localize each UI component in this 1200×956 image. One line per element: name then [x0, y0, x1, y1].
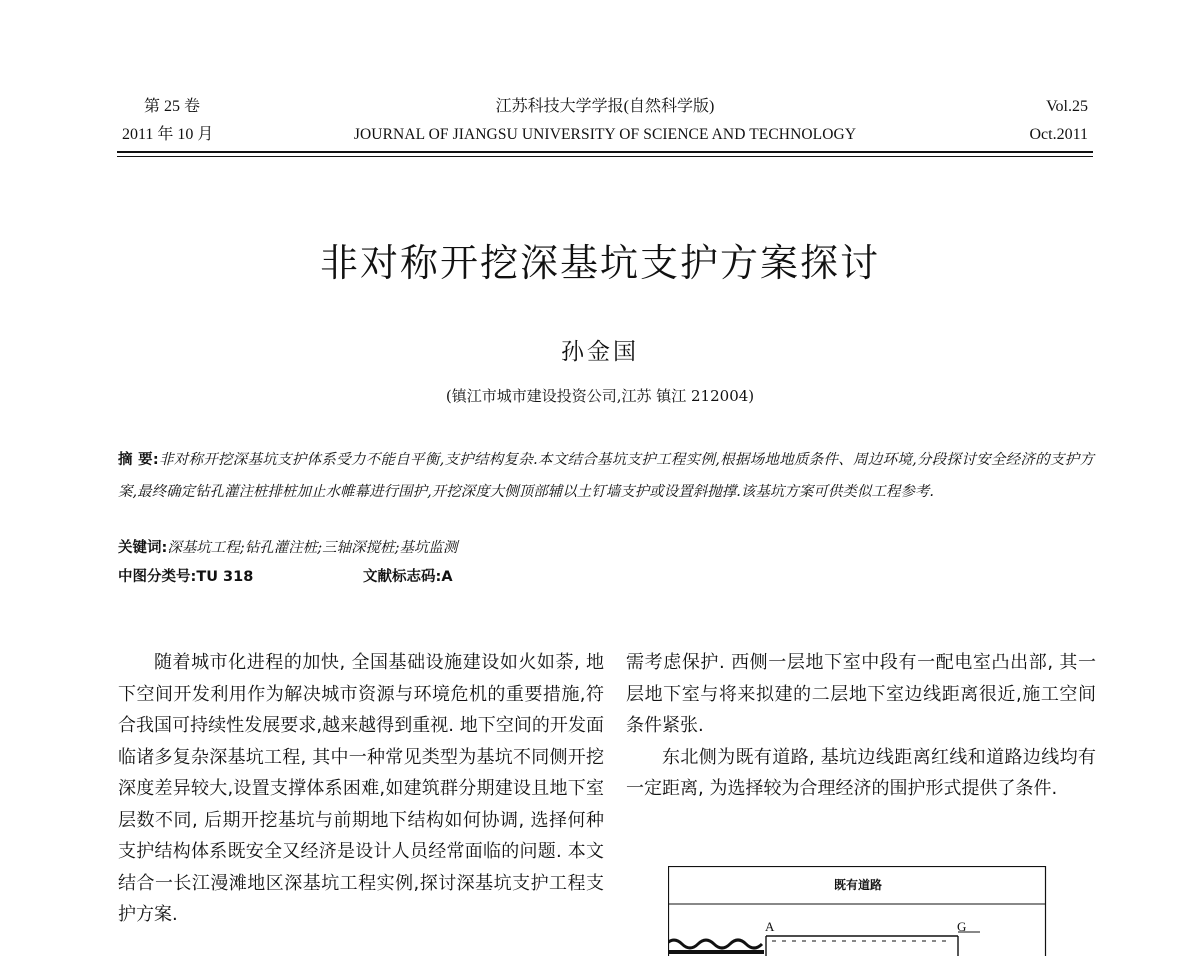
doc-code-value: A — [441, 569, 452, 585]
existing-building-edge — [668, 940, 762, 948]
journal-name-cn: 江苏科技大学学报(自然科学版) — [300, 93, 910, 121]
body-column-left — [118, 647, 604, 952]
figure-point-g: G — [957, 919, 966, 935]
journal-name-en: JOURNAL OF JIANGSU UNIVERSITY OF SCIENCE AND TECHNOLOGY — [300, 121, 910, 149]
keywords — [118, 534, 1094, 562]
date-cn: 2011 年 10 月 — [122, 121, 252, 149]
header-right — [948, 93, 1088, 149]
header-center — [300, 93, 910, 149]
date-en: Oct.2011 — [948, 121, 1088, 149]
site-plan-figure — [668, 866, 1048, 956]
body-column-right — [626, 647, 1096, 805]
clc-label: 中图分类号: — [118, 569, 196, 585]
header-rule-thick — [117, 151, 1093, 153]
header-left — [122, 93, 252, 149]
body-paragraph: 随着城市化进程的加快, 全国基础设施建设如火如荼, 地下空间开发利用作为解决城市资源与环境危机的重要措施,符合我国可持续性发展要求,越来越得到重视. 地下空间的开发面临诸多复杂深基坑工程, 其中一种常见类型为基坑不同侧开挖深度差异较大,设置支撑体系困难,如建筑群分期建设且地下室层数不同, 后期开挖基坑与前期地下结构如何协调, 选择何种支护结构体系既安全又经济是设计人员经常面临的问题. 本文结合一长江漫滩地区深基坑工程实例,探讨深基坑支护工程支护方案. — [118, 647, 604, 931]
figure-point-a: A — [765, 919, 774, 935]
body-paragraph: 东北侧为既有道路, 基坑边线距离红线和道路边线均有一定距离, 为选择较为合理经济的围护形式提供了条件. — [626, 742, 1096, 805]
abstract-label: 摘 要: — [118, 452, 159, 468]
article-title: 非对称开挖深基坑支护方案探讨 — [0, 232, 1200, 287]
volume-en: Vol.25 — [948, 93, 1088, 121]
abstract-text: 非对称开挖深基坑支护体系受力不能自平衡,支护结构复杂.本文结合基坑支护工程实例,根据场地地质条件、周边环境,分段探讨安全经济的支护方案,最终确定钻孔灌注桩排桩加止水帷幕进行围护,开挖深度大侧顶部辅以土钉墙支护或设置斜抛撑.该基坑方案可供类似工程参考. — [118, 452, 1094, 500]
classification-line — [118, 563, 1094, 591]
volume-cn: 第 25 卷 — [122, 93, 252, 121]
clc-value: TU 318 — [196, 569, 253, 585]
keywords-label: 关键词: — [118, 540, 167, 556]
header-rule-thin — [117, 156, 1093, 157]
body-paragraph: 需考虑保护. 西侧一层地下室中段有一配电室凸出部, 其一层地下室与将来拟建的二层地下室边线距离很近,施工空间条件紧张. — [626, 647, 1096, 742]
doc-code-label: 文献标志码: — [363, 569, 441, 585]
article-author: 孙金国 — [0, 333, 1200, 366]
author-affiliation: (镇江市城市建设投资公司,江苏 镇江 212004) — [0, 385, 1200, 406]
figure-road-label: 既有道路 — [668, 876, 1048, 893]
keywords-text: 深基坑工程;钻孔灌注桩;三轴深搅桩;基坑监测 — [167, 540, 457, 556]
abstract — [118, 444, 1094, 508]
